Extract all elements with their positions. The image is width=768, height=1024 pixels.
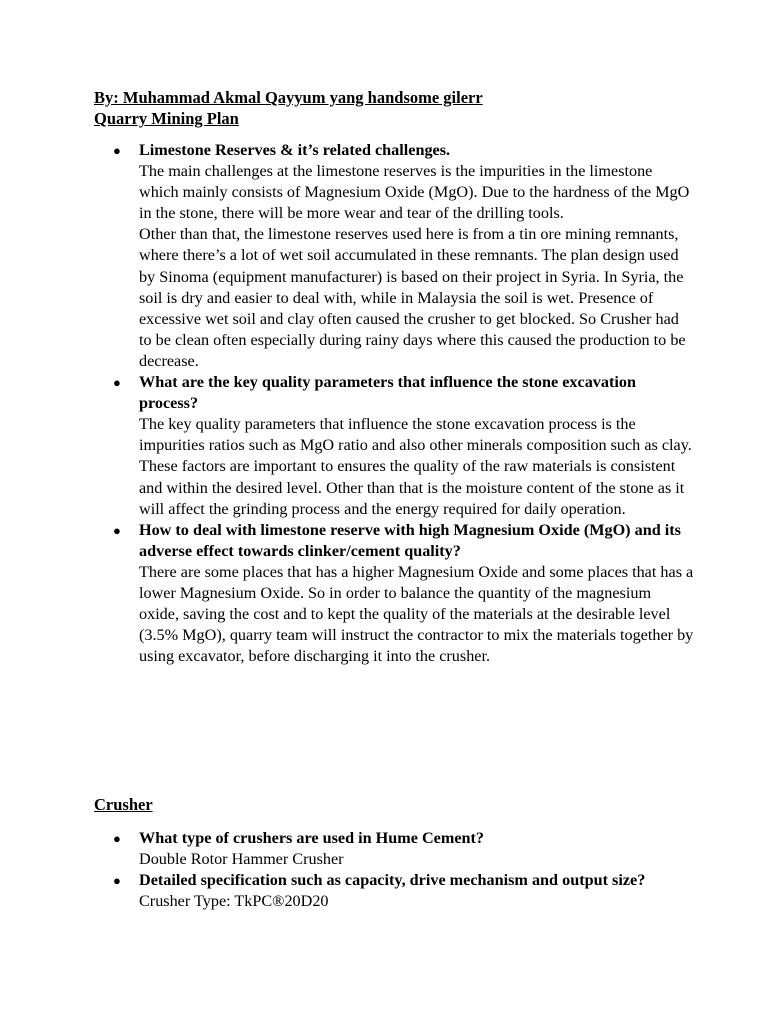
quarry-item-high-mgo — [94, 520, 694, 668]
question-text: Limestone Reserves & it’s related challenges. — [139, 141, 451, 159]
section-gap — [94, 815, 694, 828]
quarry-item-quality-parameters — [94, 372, 694, 520]
crusher-item-type — [94, 828, 694, 870]
bullet-icon: ● — [113, 375, 121, 391]
bullet-icon: ● — [113, 522, 121, 538]
document-header — [94, 87, 694, 129]
question-text: Detailed specification such as capacity, drive mechanism and output size? — [139, 871, 646, 890]
crusher-section-title: Crusher — [94, 795, 153, 814]
document-title: Quarry Mining Plan — [94, 109, 239, 128]
bullet-icon: ● — [113, 143, 121, 158]
quarry-question-list — [94, 140, 694, 667]
answer-paragraph: The key quality parameters that influence the stone excavation process is the impurities ratios such as MgO ratio and also other minerals composition such as clay. These factors are important to ensures the quality of the raw materials is consistent and within the desired level. Other than that is the moisture content of the stone as it will affect the grinding process and the energy required for daily operation. — [139, 415, 692, 518]
answer-paragraph: Crusher Type: TkPC®20D20 — [139, 892, 329, 911]
crusher-section — [94, 794, 694, 912]
crusher-item-specification — [94, 870, 694, 912]
answer-paragraph: Double Rotor Hammer Crusher — [139, 850, 344, 869]
bullet-icon: ● — [113, 873, 121, 889]
quarry-section — [94, 140, 694, 667]
author-line: By: Muhammad Akmal Qayyum yang handsome gilerr — [94, 88, 483, 107]
bullet-icon: ● — [113, 831, 121, 846]
answer-paragraph: The main challenges at the limestone reserves is the impurities in the limestone which mainly consists of Magnesium Oxide (MgO). Due to the hardness of the MgO in the stone, there will be more wear and tear of the drilling tools. — [139, 162, 690, 223]
question-text: What type of crushers are used in Hume Cement? — [139, 829, 485, 847]
crusher-question-list — [94, 828, 694, 912]
answer-paragraph: Other than that, the limestone reserves used here is from a tin ore mining remnants, where there’s a lot of wet soil accumulated in these remnants. The plan design used by Sinoma (equipment manufacturer) is based on their project in Syria. In Syria, the soil is dry and easier to deal with, while in Malaysia the soil is wet. Presence of excessive wet soil and clay often caused the crusher to get blocked. So Crusher had to be clean often especially during rainy days where this caused the production to be decrease. — [139, 225, 686, 370]
question-text: What are the key quality parameters that influence the stone excavation process? — [139, 373, 636, 413]
question-text: How to deal with limestone reserve with high Magnesium Oxide (MgO) and its adverse effect towards clinker/cement quality? — [139, 520, 681, 560]
answer-paragraph: There are some places that has a higher Magnesium Oxide and some places that has a lower Magnesium Oxide. So in order to balance the quantity of the magnesium oxide, saving the cost and to kept the quality of the materials at the desirable level (3.5% MgO), quarry team will instruct the contractor to mix the materials together by using excavator, before discharging it into the crusher. — [139, 562, 694, 666]
quarry-item-limestone-reserves — [94, 140, 694, 372]
